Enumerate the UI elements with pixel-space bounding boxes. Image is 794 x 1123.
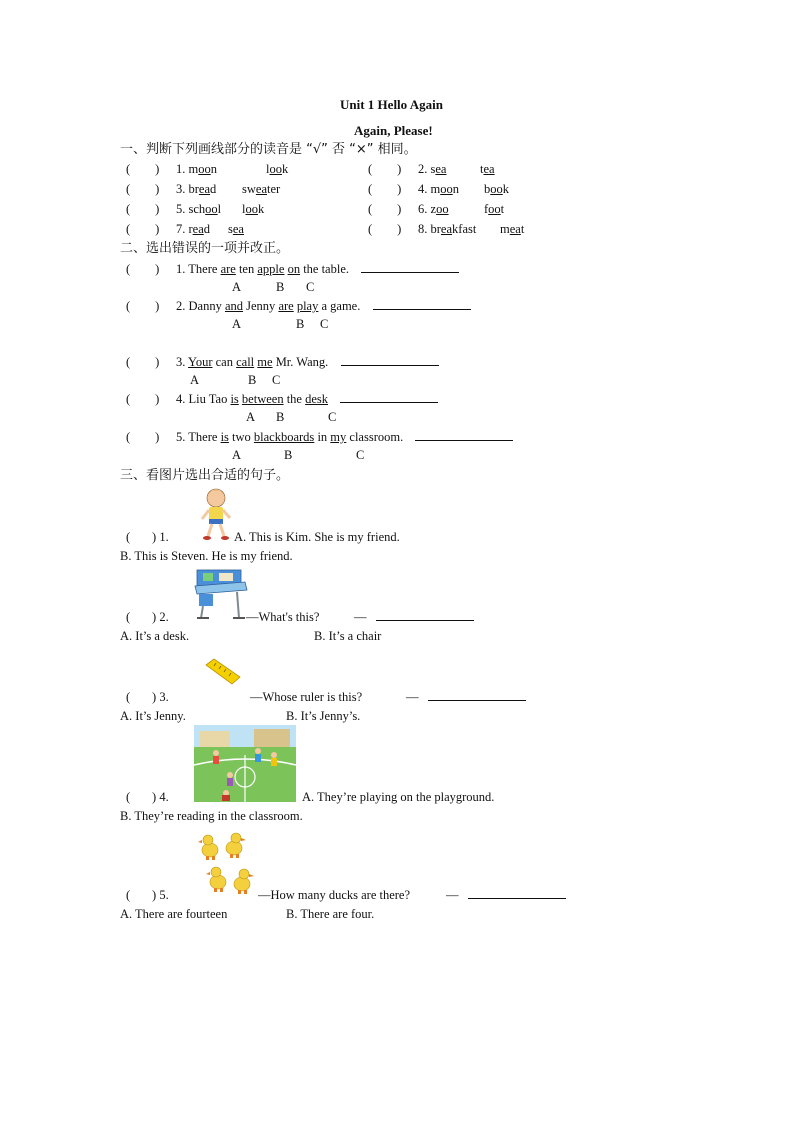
s2-q1-text-1: There <box>188 262 221 276</box>
s1-item-4-word-2: book <box>484 182 509 196</box>
s1-item-6: ( ) <box>368 202 402 216</box>
section-1-heading: 一、判断下列画线部分的读音是 “√” 否 “×” 相同。 <box>120 142 417 157</box>
s1-item-5-words <box>176 203 221 216</box>
s3-q5-option-a: A. There are fourteen <box>120 907 228 921</box>
s1-item-2-second <box>480 163 495 176</box>
s2-q4-num: 4. <box>176 392 189 406</box>
s1-item-8-num: 8. <box>418 222 431 236</box>
s2-q3-letter-b: B <box>248 373 257 387</box>
s1-item-3: ( ) <box>126 182 160 196</box>
s3-q2-prompt: —What's this? <box>246 610 320 624</box>
s3-q3-option-a: A. It’s Jenny. <box>120 709 186 723</box>
s1-item-1-word-2: look <box>266 162 289 176</box>
s2-q4-option-b: between <box>241 392 284 406</box>
s1-item-2-word-1: sea <box>430 162 447 176</box>
s1-item-7-word-1: read <box>188 222 211 236</box>
s1-item-5-word-2: look <box>242 202 265 216</box>
desk-image <box>195 566 247 620</box>
s3-q1-option-a: A. This is Kim. She is my friend. <box>234 530 400 544</box>
s2-q2-paren: ( ) <box>126 299 160 313</box>
page-title: Unit 1 Hello Again <box>340 97 443 112</box>
s1-item-1-word-1: moon <box>188 162 217 176</box>
s2-q5-letter-c: C <box>356 448 365 462</box>
s2-q4-letter-a: A <box>246 410 256 424</box>
s2-q3-sentence <box>176 356 439 369</box>
s2-q2-option-b: are <box>278 299 294 313</box>
s2-q5-option-a: is <box>220 430 229 444</box>
s2-q2-letter-a: A <box>232 317 242 331</box>
s2-q2-num: 2. <box>176 299 189 313</box>
s2-q1-answer-blank[interactable] <box>361 271 459 273</box>
s1-item-8-word-2: meat <box>500 222 525 236</box>
s2-q4-sentence <box>176 393 438 406</box>
s2-q1-text-4: the table. <box>300 262 350 276</box>
s3-q5-num: 5. <box>159 888 169 902</box>
s1-item-3-second <box>242 183 280 196</box>
ducks-image <box>196 826 258 896</box>
s2-q2-answer-blank[interactable] <box>373 308 471 310</box>
s2-q5-text-2: two <box>228 430 254 444</box>
s2-q4-text-3: the <box>283 392 306 406</box>
s2-q5-option-c: my <box>330 430 347 444</box>
s3-q5-answer <box>446 889 566 902</box>
s2-q2-letter-b: B <box>296 317 305 331</box>
s3-q5-dash: — <box>446 888 459 902</box>
s2-q1-paren: ( ) <box>126 262 160 276</box>
s1-item-2-words <box>418 163 446 176</box>
s3-q1-paren: ( ) 1. <box>126 530 169 544</box>
s1-item-1: ( ) <box>126 162 160 176</box>
s1-item-7-word-2: sea <box>228 222 244 236</box>
s3-q2-paren: ( ) 2. <box>126 610 169 624</box>
s1-item-5-second <box>242 203 264 216</box>
s1-item-8-words <box>418 223 476 236</box>
s1-item-5-num: 5. <box>176 202 189 216</box>
s2-q5-num: 5. <box>176 430 189 444</box>
s2-q5-text-1: There <box>188 430 221 444</box>
boy-image <box>196 486 236 542</box>
s3-q3-num: 3. <box>159 690 169 704</box>
s3-q2-answer-blank[interactable] <box>376 619 474 621</box>
s2-q5-paren: ( ) <box>126 430 160 444</box>
s3-q1-num: 1. <box>159 530 169 544</box>
s1-item-1-words <box>176 163 217 176</box>
s3-q5-paren: ( ) 5. <box>126 888 169 902</box>
s2-q2-letter-c: C <box>320 317 329 331</box>
s3-q3-answer-blank[interactable] <box>428 699 526 701</box>
playground-image <box>194 725 296 802</box>
s2-q4-option-a: is <box>230 392 239 406</box>
s2-q3-option-c: me <box>257 355 273 369</box>
s2-q2-option-c: play <box>296 299 319 313</box>
s2-q3-option-b: call <box>236 355 255 369</box>
s1-item-7-num: 7. <box>176 222 189 236</box>
s1-item-8-word-1: breakfast <box>430 222 477 236</box>
s2-q4-option-c: desk <box>305 392 329 406</box>
s2-q2-text-1: Danny <box>188 299 225 313</box>
s1-item-2-word-2: tea <box>480 162 495 176</box>
s1-item-5: ( ) <box>126 202 160 216</box>
s2-q1-option-c: on <box>287 262 301 276</box>
s2-q1-letter-b: B <box>276 280 285 294</box>
s2-q1-num: 1. <box>176 262 189 276</box>
s3-q4-num: 4. <box>159 790 169 804</box>
s1-item-6-word-2: foot <box>484 202 505 216</box>
s2-q3-paren: ( ) <box>126 355 160 369</box>
s2-q4-paren: ( ) <box>126 392 160 406</box>
s1-item-7-words <box>176 223 210 236</box>
s1-item-2-num: 2. <box>418 162 431 176</box>
s2-q1-text-2: ten <box>235 262 258 276</box>
s2-q5-letter-a: A <box>232 448 242 462</box>
s1-item-4-words <box>418 183 459 196</box>
s3-q5-option-b: B. There are four. <box>286 907 375 921</box>
s1-item-4-num: 4. <box>418 182 431 196</box>
s2-q5-letter-b: B <box>284 448 293 462</box>
s2-q3-option-a: Your <box>188 355 213 369</box>
s2-q4-letter-b: B <box>276 410 285 424</box>
s2-q3-answer-blank[interactable] <box>341 364 439 366</box>
s2-q1-letter-c: C <box>306 280 315 294</box>
s2-q3-text-4: Mr. Wang. <box>272 355 329 369</box>
s2-q1-option-b: apple <box>257 262 285 276</box>
s2-q5-text-3: in <box>314 430 331 444</box>
ruler-image <box>202 657 242 687</box>
s1-item-3-word-2: sweater <box>242 182 281 196</box>
s3-q5-answer-blank[interactable] <box>468 897 566 899</box>
s1-item-8-second <box>500 223 524 236</box>
s2-q1-sentence <box>176 263 459 276</box>
s2-q5-text-4: classroom. <box>346 430 404 444</box>
s2-q1-letter-a: A <box>232 280 242 294</box>
s1-item-3-words <box>176 183 216 196</box>
s1-item-4-word-1: moon <box>430 182 459 196</box>
s3-q2-num: 2. <box>159 610 169 624</box>
s3-q2-option-b: B. It’s a chair <box>314 629 382 643</box>
s2-q4-letter-c: C <box>328 410 337 424</box>
s1-item-3-word-1: bread <box>188 182 217 196</box>
section-2-heading: 二、选出错误的一项并改正。 <box>120 241 290 256</box>
s1-item-5-word-1: school <box>188 202 222 216</box>
s3-q1-option-b: B. This is Steven. He is my friend. <box>120 549 293 563</box>
s2-q2-option-a: and <box>224 299 244 313</box>
s3-q3-dash: — <box>406 690 419 704</box>
s2-q3-text-2: can <box>212 355 237 369</box>
page-subtitle: Again, Please! <box>354 123 433 138</box>
s3-q2-dash: — <box>354 610 367 624</box>
s3-q3-paren: ( ) 3. <box>126 690 169 704</box>
s3-q2-answer <box>354 611 474 624</box>
s2-q3-num: 3. <box>176 355 189 369</box>
s1-item-1-second <box>266 163 288 176</box>
s1-item-6-word-1: zoo <box>430 202 449 216</box>
s2-q2-text-4: a game. <box>318 299 361 313</box>
s2-q5-answer-blank[interactable] <box>415 439 513 441</box>
s1-item-6-words <box>418 203 449 216</box>
s3-q4-paren: ( ) 4. <box>126 790 169 804</box>
s1-item-7: ( ) <box>126 222 160 236</box>
s3-q3-prompt: —Whose ruler is this? <box>250 690 363 704</box>
s1-item-1-num: 1. <box>176 162 189 176</box>
s1-item-4-second <box>484 183 509 196</box>
s1-item-8: ( ) <box>368 222 402 236</box>
s3-q3-option-b: B. It’s Jenny’s. <box>286 709 361 723</box>
s2-q2-text-2: Jenny <box>243 299 279 313</box>
s3-q4-option-b: B. They’re reading in the classroom. <box>120 809 303 823</box>
s1-item-6-second <box>484 203 504 216</box>
s2-q5-option-b: blackboards <box>253 430 315 444</box>
s1-item-3-num: 3. <box>176 182 189 196</box>
s2-q1-option-a: are <box>220 262 236 276</box>
s3-q4-option-a: A. They’re playing on the playground. <box>302 790 495 804</box>
s1-item-6-num: 6. <box>418 202 431 216</box>
s1-item-4: ( ) <box>368 182 402 196</box>
section-3-heading: 三、看图片选出合适的句子。 <box>120 468 290 483</box>
s3-q3-answer <box>406 691 526 704</box>
s2-q5-sentence <box>176 431 513 444</box>
s1-item-7-second <box>228 223 244 236</box>
s2-q4-answer-blank[interactable] <box>340 401 438 403</box>
s2-q2-sentence <box>176 300 471 313</box>
s3-q5-prompt: —How many ducks are there? <box>258 888 411 902</box>
s2-q4-text-1: Liu Tao <box>188 392 231 406</box>
s2-q3-letter-c: C <box>272 373 281 387</box>
s2-q3-letter-a: A <box>190 373 200 387</box>
s1-item-2: ( ) <box>368 162 402 176</box>
s3-q2-option-a: A. It’s a desk. <box>120 629 190 643</box>
